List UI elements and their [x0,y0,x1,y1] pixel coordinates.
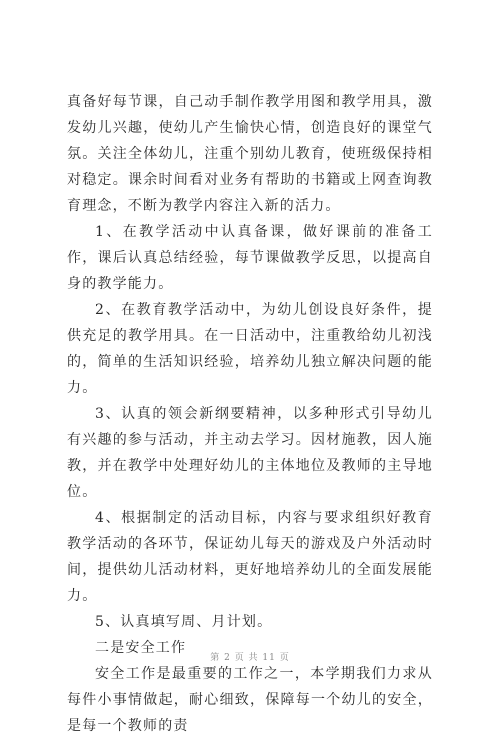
paragraph-item-2: 2、在教育教学活动中，为幼儿创设良好条件，提供充足的教学用具。在一日活动中，注重教给幼儿初浅的，简单的生活知识经验，培养幼儿独立解决问题的能力。 [67,302,433,396]
section-heading-safety: 二是安全工作 [95,640,187,656]
page-number-footer: 第 2 页 共 11 页 [210,653,290,663]
paragraph-item-5: 5、认真填写周、月计划。 [95,614,273,630]
paragraph-continuation: 真备好每节课，自己动手制作教学用图和教学用具，激发幼儿兴趣，使幼儿产生愉快心情，创造良好的课堂气氛。关注全体幼儿，注重个别幼儿教育，使班级保持相对稳定。课余时间看对业务有帮助的书籍或上网查询教育理念，不断为教学内容注入新的活力。 [67,94,433,214]
paragraph-item-4: 4、根据制定的活动目标，内容与要求组织好教育教学活动的各环节，保证幼儿每天的游戏及户外活动时间，提供幼儿活动材料，更好地培养幼儿的全面发展能力。 [67,510,433,604]
paragraph-item-3: 3、认真的领会新纲要精神，以多种形式引导幼儿有兴趣的参与活动，并主动去学习。因材施教，因人施教，并在教学中处理好幼儿的主体地位及教师的主导地位。 [67,406,433,500]
document-body [67,89,433,739]
paragraph-item-1: 1、在教学活动中认真备课，做好课前的准备工作，课后认真总结经验，每节课做教学反思，以提高自身的教学能力。 [67,224,433,292]
paragraph-safety: 安全工作是最重要的工作之一，本学期我们力求从每件小事情做起，耐心细致，保障每一个幼儿的安全，是每一个教师的责 [67,666,433,734]
